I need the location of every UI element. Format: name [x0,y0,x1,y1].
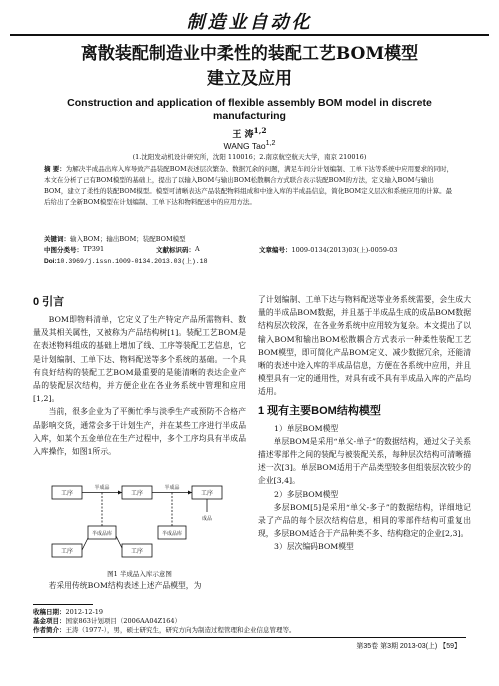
section-0-para-1: BOM即物料清单，它定义了生产特定产品所需物料、数量及其相关属性，又被称为产品结构树[1]。装配工艺BOM是在表述物料组成的基础上增加了线、工序等装配工艺信息，它是计划编制、工单下达、物料配送等多个系统的基础。一个具有良好结构的装配工艺BOM最重要的是能清晰的表达企业产品的装配层次结构，并方便企业在各业务系统中管理和应用[1,2]。 [33,315,246,404]
subsection-1-title: 1）单层BOM模型 [274,423,339,433]
subsection-3-title: 3）层次编码BOM模型 [274,542,354,552]
footnote-rule [33,604,93,605]
subsection-1-text: 单层BOM是采用“单父-单子”的数据结构，通过父子关系描述零部件之间的装配与被装配关系，每种层次结构可清晰描述一次[3]。单层BOM适用于产品类型较多但组装层次较少的企业[3,4]。 [258,436,471,486]
clc [44,245,105,254]
article-no [259,245,398,254]
process-label-4: 工序 [60,548,74,555]
abstract-label: 摘 要： [44,165,66,173]
doi [44,256,207,265]
doc-code [156,245,200,254]
footnote-author-text: 王涛（1977-），男，硕士研究生，研究方向为制造过程管理和企业信息管理等。 [65,626,296,634]
abstract-text: 为解决半成品出库入库导致产品装配BOM表述层次繁杂、数据冗余的问题，满足车间分计划编制、工单下达等系统中应用要求的同时，本文在分析了已有BOM模型的基础上，提出了以输入BOM与输出BOM松散耦合方式联合表示装配BOM的方法，定义输入BOM与输出BOM，建立了柔性的装配BOM模型。模型可清晰表达产品装配物料组成和中途入库的半成品信息，简化BOM定义层次和系统应用的计算。最后给出了全新BOM模型在计划编制、工单下达和物料配送中的应用方法。 [44,165,454,206]
after-figure-text: 若采用传统BOM结构表述上述产品模型，为 [48,581,202,590]
section-0-heading: 0 引言 [33,296,65,308]
footnote-fund [33,616,463,625]
flow-arrowhead-2 [188,491,192,495]
product-label: 成品 [201,516,213,522]
author-zh [0,126,499,140]
title-en: Construction and application of flexible assembly BOM model in discrete manufacturing [67,97,432,122]
semi-label-1: 半成品 [94,485,110,491]
page-info: 第35卷 第3期 2013-03(上) 【59】 [356,643,461,650]
keywords [44,234,186,243]
journal-masthead: 制造业自动化 [186,12,313,33]
title-zh [0,42,499,92]
figure-1-diagram [48,478,228,570]
footnote-author [33,625,463,634]
author-en [0,139,499,151]
masthead-rule [10,34,489,36]
page-bottom-rule [33,637,466,638]
author-en-name: WANG Tao [223,140,266,151]
clc-label: 中图分类号： [44,246,83,254]
title-zh-line2: 建立及应用 [207,69,292,89]
keywords-label: 关键词： [44,235,70,243]
title-zh-line1: 离散装配制造业中柔性的装配工艺BOM模型 [80,44,419,64]
section-0-para-2: 当前，很多企业为了平衡忙季与淡季生产或预防不合格产品影响交货，通常会多于计划生产，并在某些工序进行半成品入库，如某个五金单位在生产过程中，多个工序均具有半成品入库操作，如图1所示。 [33,407,246,457]
process-label-2: 工序 [130,490,144,497]
footnote-fund-text: 国家863计划项目（2006AA04Z164） [65,617,182,625]
affiliation: (1.沈阳发动机设计研究所，沈阳 110016；2.南京航空航天大学，南京 210016) [132,153,367,161]
flow-arrow-3 [82,538,88,550]
left-column [33,293,246,458]
process-label-1: 工序 [60,490,74,497]
doi-label: Doi: [44,258,57,265]
subsection-2-title: 2）多层BOM模型 [274,489,339,499]
author-zh-sup: 1,2 [253,126,267,135]
footnote-fund-label: 基金项目： [33,617,66,625]
doc-code-label: 文献标识码： [156,246,195,254]
subsection-2-text: 多层BOM[5]是采用“单父-多子”的数据结构，详细地记录了产品的每个层次结构信息，相同的零部件结构可重复出现，多层BOM适合于产品种类不多、结构稳定的企业[2,3]。 [258,502,471,539]
abstract [44,164,454,208]
doc-code-value: A [195,245,200,253]
flow-arrowhead-1 [118,491,122,495]
doi-value: 10.3969/j.issn.1009-0134.2013.03(上).18 [56,258,208,265]
semi-label-2: 半成品 [164,485,180,491]
article-no-value: 1009-0134(2013)03(上)-0059-03 [291,246,398,254]
keywords-text: 输入BOM；输出BOM；装配BOM模型 [70,235,186,243]
section-1-heading: 1 现有主要BOM结构模型 [258,404,381,417]
footnote-received-text: 2012-12-19 [65,608,103,616]
right-column [258,293,471,554]
author-en-sup: 1,2 [265,139,276,147]
warehouse-label-1: 半成品库 [91,531,113,537]
footnote-author-label: 作者简介： [33,626,66,634]
footnote-received [33,607,463,616]
clc-value: TP391 [83,245,105,253]
warehouse-label-2: 半成品库 [161,531,183,537]
article-no-label: 文章编号： [259,246,292,254]
process-label-5: 工序 [130,548,144,555]
flow-arrow-4 [116,536,122,548]
footnote-received-label: 收稿日期： [33,608,66,616]
figure-1-caption: 图1 半成品入库示意图 [107,570,172,578]
author-zh-name: 王 涛 [232,130,254,140]
right-intro-para: 了计划编制、工单下达与物料配送等业务系统需要，会生成大量的半成品BOM数据，并且基于半成品生成的成品BOM数据结构层次较深，在各业务系统中应用较为复杂。本文提出了以输入BOM和输出BOM松散耦合方式表示一种柔性装配工艺BOM模型，即可简化产品BOM定义、减少数据冗余，还能清晰的表述中途入库的半成品信息，方便在各系统中应用，并且模型具有一定的通用性，对具有或不具有半成品入库的产品均适用。 [258,295,471,397]
process-label-3: 工序 [200,490,214,497]
